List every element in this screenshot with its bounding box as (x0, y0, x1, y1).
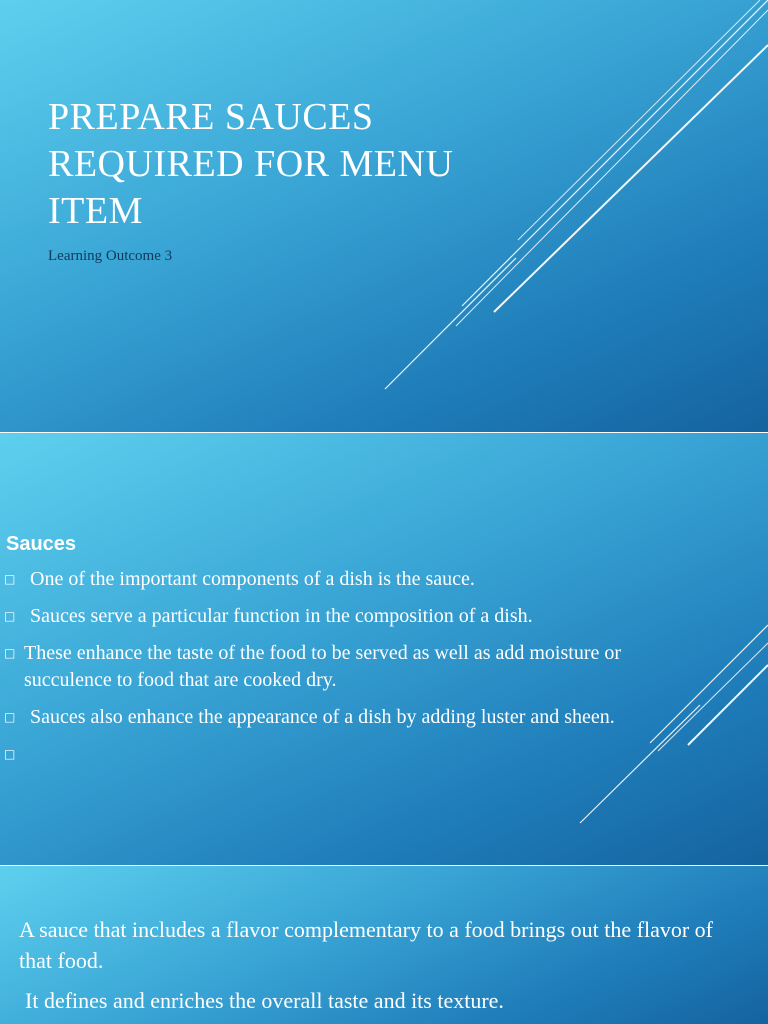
sauces-heading: Sauces (6, 533, 77, 555)
list-item (0, 603, 700, 630)
sauces-slide (0, 433, 768, 865)
slide-title: PREPARE SAUCES REQUIRED FOR MENU ITEM (48, 96, 454, 232)
bullet-glyph-icon: □ (4, 747, 16, 761)
title-slide (0, 0, 768, 432)
bullet-text: One of the important components of a dish is the sauce. (30, 568, 475, 590)
paragraph-flavor: A sauce that includes a flavor complementary to a food brings out the flavor of that food. (19, 917, 714, 973)
bullet-text: Sauces also enhance the appearance of a dish by adding luster and sheen. (30, 706, 615, 728)
list-item (0, 640, 700, 694)
bullet-glyph-icon: □ (4, 646, 16, 660)
bullet-glyph-icon: □ (4, 609, 16, 623)
sauce-flavor-slide (0, 866, 768, 1024)
bullet-glyph-icon: □ (4, 572, 16, 586)
slide-subtitle: Learning Outcome 3 (48, 248, 173, 264)
list-item (0, 566, 700, 593)
bullet-text: These enhance the taste of the food to be served as well as add moisture or succulence to food that are cooked dry. (24, 642, 622, 691)
bullet-list (0, 566, 700, 761)
list-item (0, 704, 700, 731)
paragraph-texture: It defines and enriches the overall taste and its texture. (25, 988, 504, 1013)
bullet-glyph-icon: □ (4, 710, 16, 724)
bullet-text: Sauces serve a particular function in the composition of a dish. (30, 605, 533, 627)
